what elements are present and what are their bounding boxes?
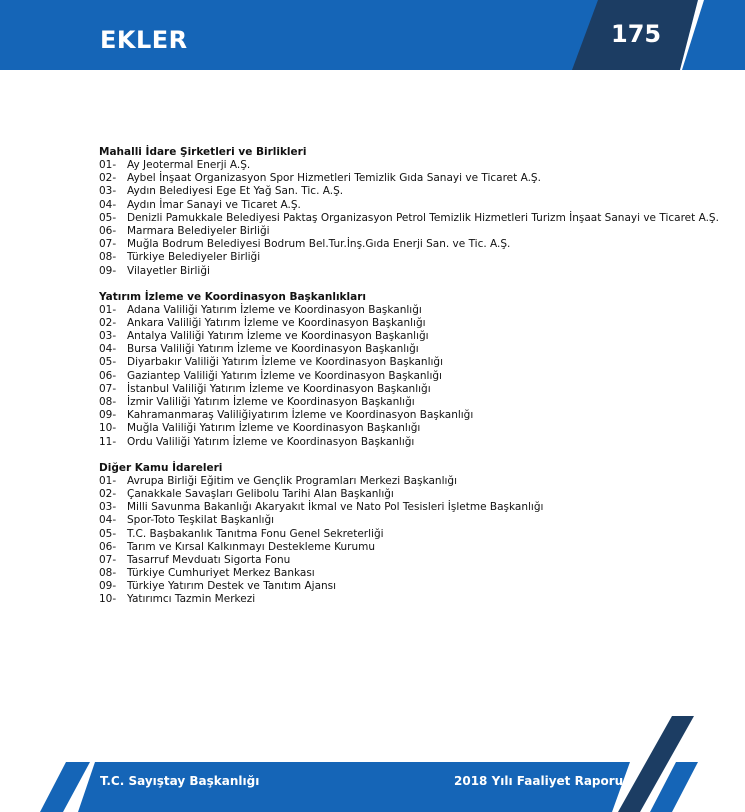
section-heading: Diğer Kamu İdareleri bbox=[99, 461, 223, 474]
item-text: Diyarbakır Valiliği Yatırım İzleme ve Koordinasyon Başkanlığı bbox=[127, 356, 443, 369]
annex-section bbox=[99, 146, 719, 278]
item-number: 08- bbox=[99, 396, 117, 408]
list-item bbox=[99, 541, 719, 554]
item-text: Muğla Valiliği Yatırım İzleme ve Koordinasyon Başkanlığı bbox=[127, 422, 421, 435]
item-text: Vilayetler Birliği bbox=[127, 264, 210, 277]
footer-banner-graphic bbox=[0, 716, 745, 812]
list-item bbox=[99, 343, 719, 356]
list-item bbox=[99, 488, 719, 501]
item-number: 07- bbox=[99, 553, 117, 566]
list-item bbox=[99, 422, 719, 435]
list-item bbox=[99, 580, 719, 593]
section-heading: Yatırım İzleme ve Koordinasyon Başkanlıkları bbox=[99, 290, 366, 303]
item-number: 04- bbox=[99, 198, 117, 211]
item-number: 04- bbox=[99, 514, 117, 527]
item-text: Bursa Valiliği Yatırım İzleme ve Koordinasyon Başkanlığı bbox=[127, 343, 419, 356]
list-item bbox=[99, 212, 719, 225]
item-number: 06- bbox=[99, 540, 117, 553]
item-text: Ordu Valiliği Yatırım İzleme ve Koordinasyon Başkanlığı bbox=[127, 435, 415, 448]
list-item bbox=[99, 185, 719, 198]
list-item bbox=[99, 172, 719, 185]
item-text: Ankara Valiliği Yatırım İzleme ve Koordinasyon Başkanlığı bbox=[127, 316, 426, 329]
item-text: Gaziantep Valiliği Yatırım İzleme ve Koordinasyon Başkanlığı bbox=[127, 369, 442, 382]
list-item bbox=[99, 436, 719, 449]
item-number: 03- bbox=[99, 330, 117, 343]
item-text: T.C. Başbakanlık Tanıtma Fonu Genel Sekreterliği bbox=[127, 527, 384, 540]
item-number: 01- bbox=[99, 474, 117, 487]
item-text: Antalya Valiliği Yatırım İzleme ve Koordinasyon Başkanlığı bbox=[127, 330, 429, 343]
item-text: Türkiye Cumhuriyet Merkez Bankası bbox=[127, 567, 315, 580]
list-item bbox=[99, 304, 719, 317]
item-text: Marmara Belediyeler Birliği bbox=[127, 224, 270, 237]
item-number: 05- bbox=[99, 211, 117, 224]
list-item bbox=[99, 514, 719, 527]
list-item bbox=[99, 199, 719, 212]
list-item bbox=[99, 567, 719, 580]
item-number: 02- bbox=[99, 487, 117, 500]
page-number: 175 bbox=[611, 20, 662, 48]
list-item bbox=[99, 238, 719, 251]
item-number: 08- bbox=[99, 567, 117, 580]
list-item bbox=[99, 225, 719, 238]
page-header bbox=[0, 0, 745, 70]
list-item bbox=[99, 396, 719, 409]
item-number: 10- bbox=[99, 593, 117, 606]
item-text: Kahramanmaraş Valiliğiyatırım İzleme ve Koordinasyon Başkanlığı bbox=[127, 409, 474, 422]
item-number: 01- bbox=[99, 303, 117, 316]
item-number: 02- bbox=[99, 172, 117, 185]
item-text: Türkiye Yatırım Destek ve Tanıtım Ajansı bbox=[127, 580, 337, 593]
item-number: 04- bbox=[99, 343, 117, 356]
list-item bbox=[99, 370, 719, 383]
list-item bbox=[99, 475, 719, 488]
item-text: Aydın Belediyesi Ege Et Yağ San. Tic. A.Ş. bbox=[127, 185, 344, 198]
item-text: Muğla Bodrum Belediyesi Bodrum Bel.Tur.İnş.Gıda Enerji San. ve Tic. A.Ş. bbox=[127, 238, 511, 251]
item-number: 09- bbox=[99, 580, 117, 593]
section-list bbox=[99, 146, 719, 607]
item-text: Tasarruf Mevduatı Sigorta Fonu bbox=[127, 553, 291, 566]
list-item bbox=[99, 501, 719, 514]
list-item bbox=[99, 593, 719, 606]
item-number: 07- bbox=[99, 238, 117, 251]
item-number: 07- bbox=[99, 382, 117, 395]
item-number: 09- bbox=[99, 264, 117, 277]
item-text: Ay Jeotermal Enerji A.Ş. bbox=[127, 159, 251, 171]
list-item bbox=[99, 317, 719, 330]
item-number: 05- bbox=[99, 527, 117, 540]
item-number: 10- bbox=[99, 422, 117, 435]
item-text: Adana Valiliği Yatırım İzleme ve Koordinasyon Başkanlığı bbox=[127, 303, 422, 316]
item-text: Spor-Toto Teşkilat Başkanlığı bbox=[127, 514, 275, 527]
item-text: Türkiye Belediyeler Birliği bbox=[127, 251, 261, 264]
item-text: Tarım ve Kırsal Kalkınmayı Destekleme Kurumu bbox=[127, 540, 375, 553]
section-title-header: EKLER bbox=[100, 26, 188, 54]
item-text: İzmir Valiliği Yatırım İzleme ve Koordinasyon Başkanlığı bbox=[127, 396, 415, 408]
item-number: 06- bbox=[99, 369, 117, 382]
list-item bbox=[99, 251, 719, 264]
list-item bbox=[99, 528, 719, 541]
item-number: 05- bbox=[99, 356, 117, 369]
list-item bbox=[99, 554, 719, 567]
item-text: Avrupa Birliği Eğitim ve Gençlik Programları Merkezi Başkanlığı bbox=[127, 474, 457, 487]
list-item bbox=[99, 265, 719, 278]
list-item bbox=[99, 330, 719, 343]
list-item bbox=[99, 356, 719, 369]
item-number: 03- bbox=[99, 501, 117, 514]
item-text: Denizli Pamukkale Belediyesi Paktaş Organizasyon Petrol Temizlik Hizmetleri Turizm İnşaat Sanayi ve Ticaret A.Ş. bbox=[127, 211, 719, 224]
list-item bbox=[99, 409, 719, 422]
item-text: Milli Savunma Bakanlığı Akaryakıt İkmal ve Nato Pol Tesisleri İşletme Başkanlığı bbox=[127, 501, 544, 514]
item-text: Yatırımcı Tazmin Merkezi bbox=[127, 593, 256, 606]
item-text: Aybel İnşaat Organizasyon Spor Hizmetleri Temizlik Gıda Sanayi ve Ticaret A.Ş. bbox=[127, 172, 541, 185]
item-number: 06- bbox=[99, 224, 117, 237]
item-number: 03- bbox=[99, 185, 117, 198]
annex-section bbox=[99, 462, 719, 607]
item-text: Aydın İmar Sanayi ve Ticaret A.Ş. bbox=[127, 198, 301, 211]
item-number: 09- bbox=[99, 409, 117, 422]
footer-organization: T.C. Sayıştay Başkanlığı bbox=[100, 774, 260, 788]
list-item bbox=[99, 383, 719, 396]
item-number: 01- bbox=[99, 159, 117, 171]
annex-content bbox=[99, 146, 719, 620]
item-text: İstanbul Valiliği Yatırım İzleme ve Koordinasyon Başkanlığı bbox=[127, 382, 431, 395]
annex-section bbox=[99, 291, 719, 449]
section-heading: Mahalli İdare Şirketleri ve Birlikleri bbox=[99, 146, 307, 158]
item-number: 08- bbox=[99, 251, 117, 264]
item-number: 11- bbox=[99, 435, 117, 448]
page-footer bbox=[0, 716, 745, 812]
item-text: Çanakkale Savaşları Gelibolu Tarihi Alan Başkanlığı bbox=[127, 487, 394, 500]
item-number: 02- bbox=[99, 316, 117, 329]
list-item bbox=[99, 159, 719, 172]
footer-report-title: 2018 Yılı Faaliyet Raporu bbox=[454, 774, 624, 788]
